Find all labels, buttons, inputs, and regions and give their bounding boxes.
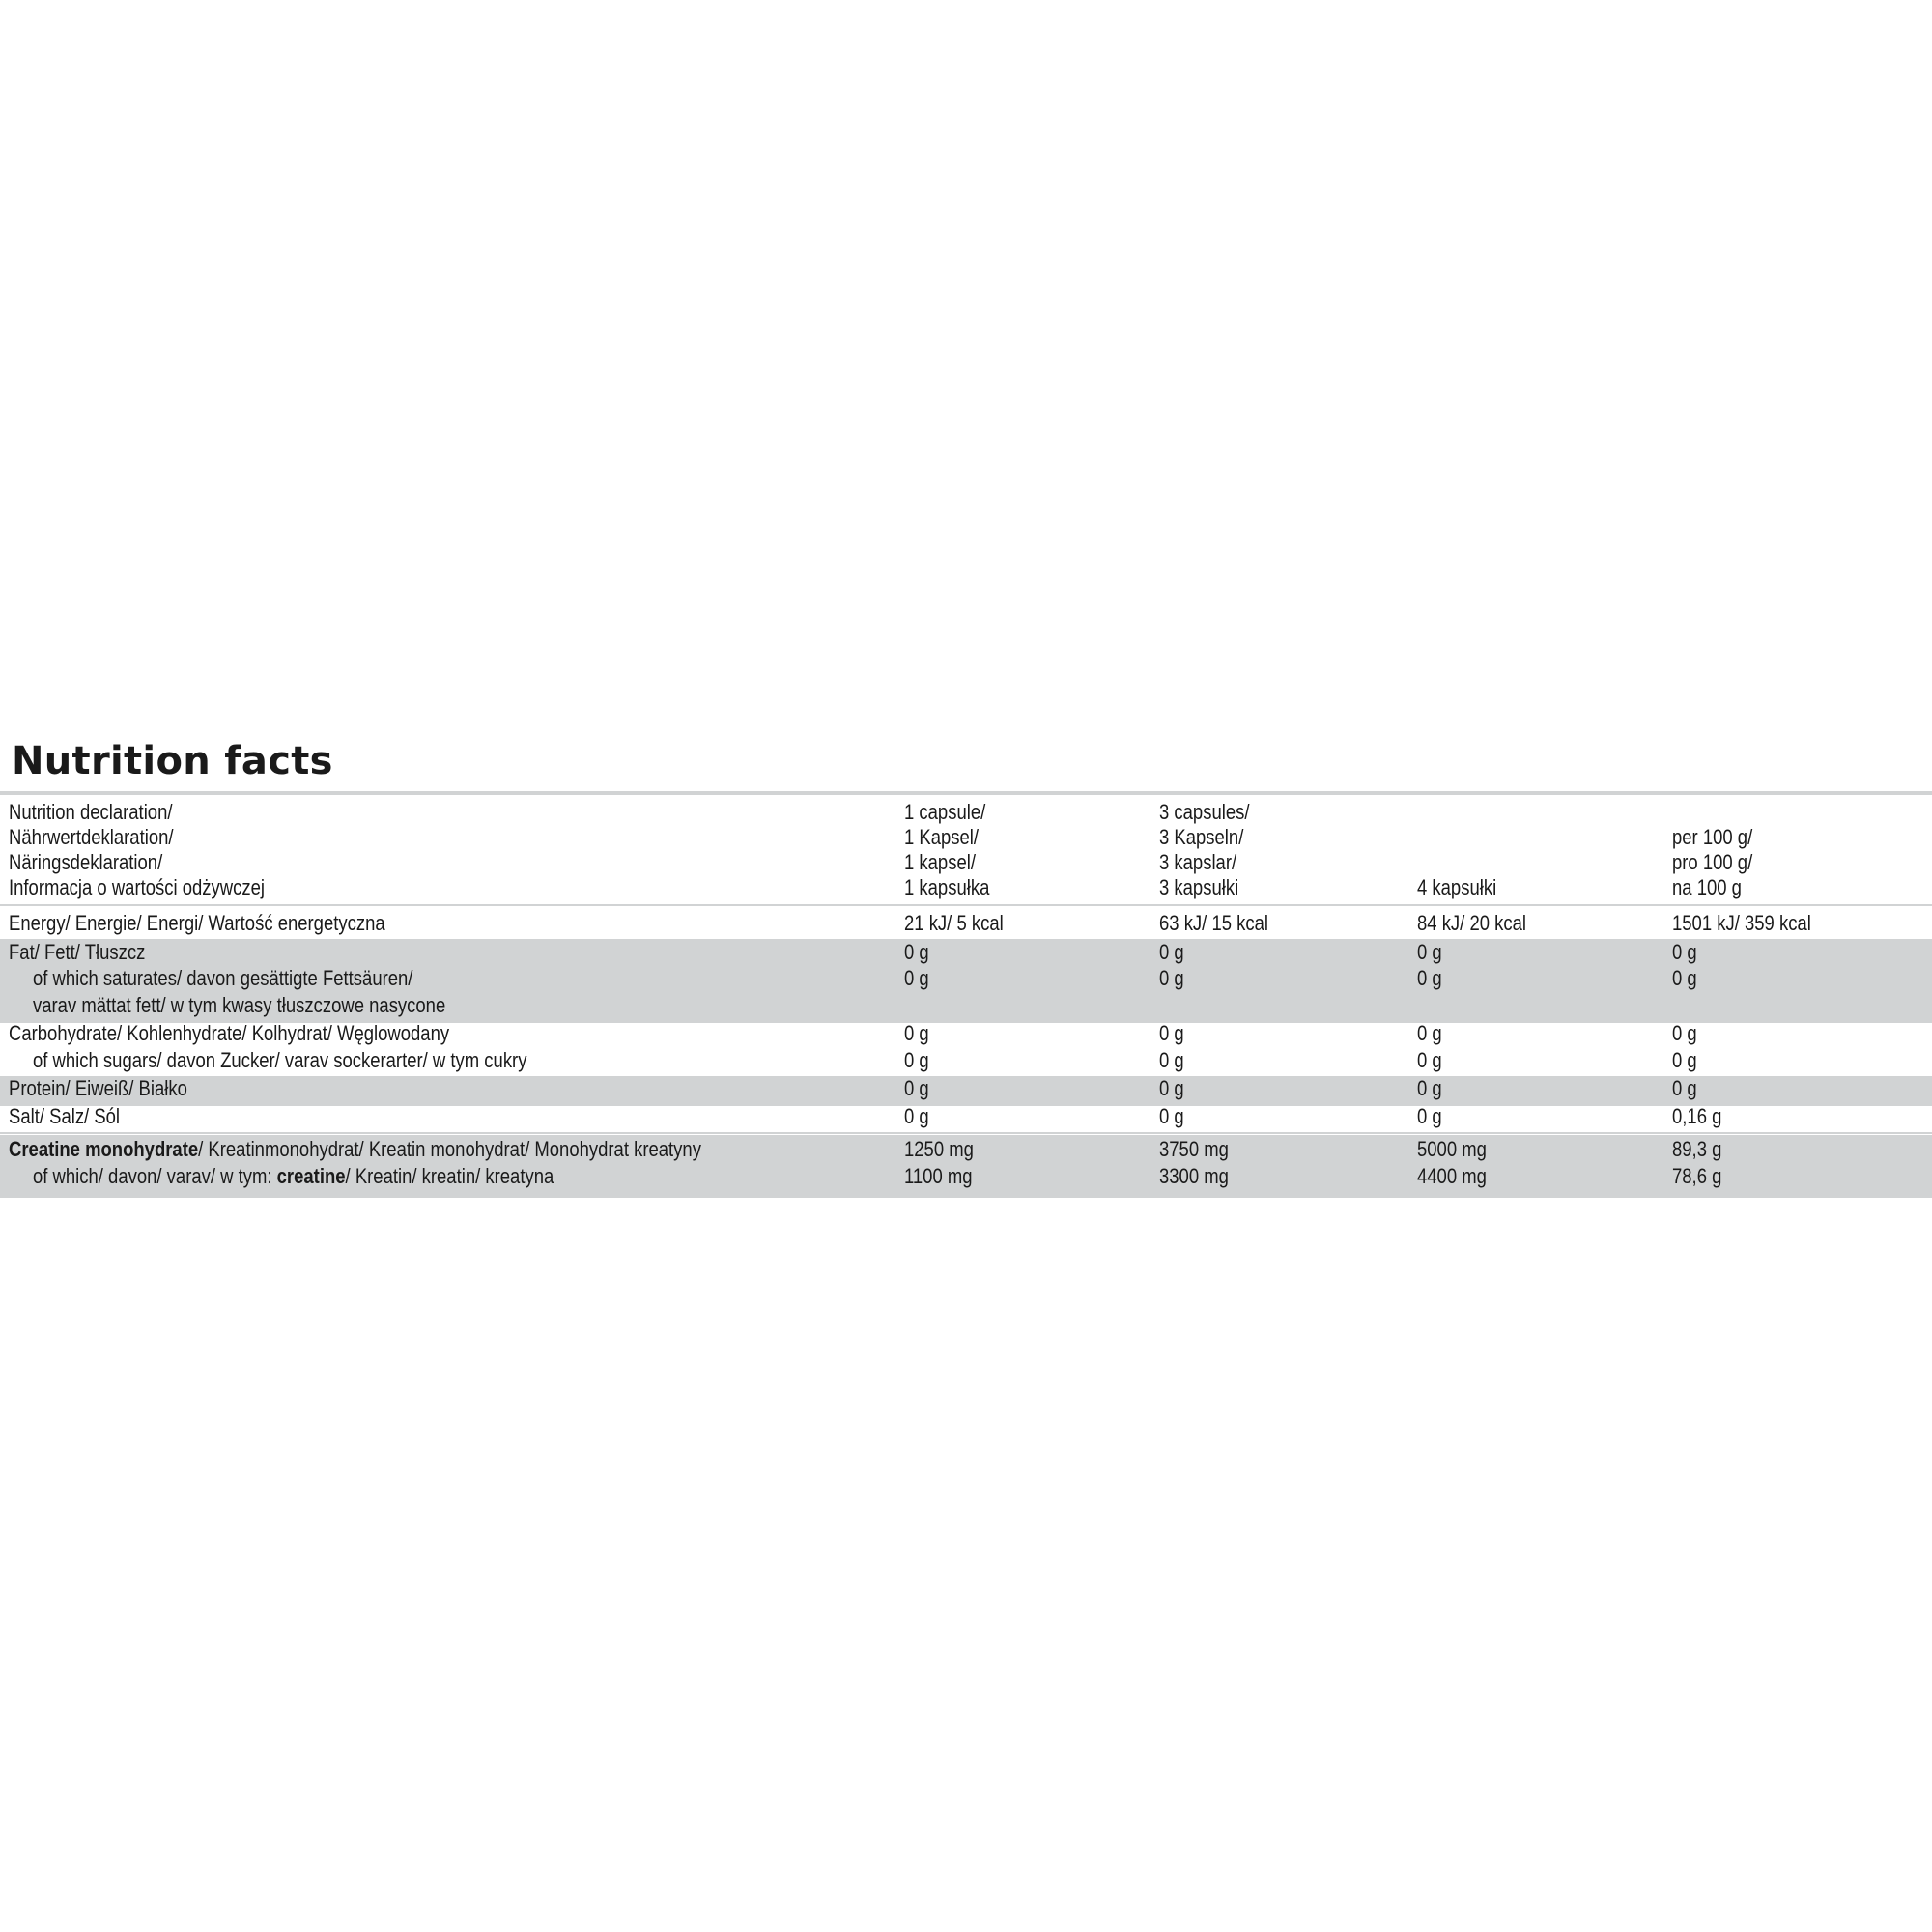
- value-cell: 0 g: [1159, 1048, 1184, 1072]
- row-label: varav mättat fett/ w tym kwasy tłuszczowe nasycone: [33, 993, 446, 1017]
- header-col-1-line: 1 kapsel/: [904, 850, 976, 874]
- protein-band: [0, 1076, 1932, 1106]
- value-cell: 0 g: [1672, 940, 1697, 964]
- row-label: Energy/ Energie/ Energi/ Wartość energetyczna: [9, 911, 385, 935]
- row-label: [33, 1164, 554, 1189]
- value-cell: 0 g: [904, 966, 929, 990]
- value-cell: 4400 mg: [1417, 1164, 1487, 1188]
- row-label-bold: Creatine monohydrate: [9, 1137, 199, 1161]
- value-cell: 0 g: [1417, 1104, 1442, 1128]
- top-rule: [0, 791, 1932, 795]
- header-col-3-line: 4 kapsułki: [1417, 875, 1497, 899]
- row-label-rest: / Kreatin/ kreatin/ kreatyna: [345, 1164, 554, 1188]
- row-label: of which sugars/ davon Zucker/ varav sockerarter/ w tym cukry: [33, 1048, 527, 1072]
- value-cell: 0 g: [1417, 1048, 1442, 1072]
- header-label-line: Nährwertdeklaration/: [9, 825, 174, 849]
- value-cell: 0 g: [1159, 940, 1184, 964]
- value-cell: 1250 mg: [904, 1137, 974, 1161]
- value-cell: 0 g: [1159, 966, 1184, 990]
- row-label-pre: of which/ davon/ varav/ w tym:: [33, 1164, 277, 1188]
- value-cell: 78,6 g: [1672, 1164, 1722, 1188]
- value-cell: 0 g: [1159, 1021, 1184, 1045]
- header-col-1-line: 1 Kapsel/: [904, 825, 980, 849]
- header-col-1-line: 1 capsule/: [904, 800, 986, 824]
- value-cell: 3300 mg: [1159, 1164, 1229, 1188]
- value-cell: 5000 mg: [1417, 1137, 1487, 1161]
- value-cell: 0 g: [1672, 966, 1697, 990]
- value-cell: 84 kJ/ 20 kcal: [1417, 911, 1526, 935]
- row-label: [9, 1137, 701, 1162]
- value-cell: 0 g: [904, 1104, 929, 1128]
- value-cell: 0 g: [904, 1021, 929, 1045]
- value-cell: 0 g: [1672, 1076, 1697, 1100]
- header-label-line: Nutrition declaration/: [9, 800, 173, 824]
- value-cell: 0,16 g: [1672, 1104, 1722, 1128]
- header-col-2-line: 3 kapslar/: [1159, 850, 1237, 874]
- header-col-2-line: 3 Kapseln/: [1159, 825, 1244, 849]
- header-label-line: Näringsdeklaration/: [9, 850, 163, 874]
- row-label: Fat/ Fett/ Tłuszcz: [9, 940, 146, 964]
- value-cell: 0 g: [904, 940, 929, 964]
- creatine-rule: [0, 1132, 1932, 1134]
- value-cell: 0 g: [1672, 1048, 1697, 1072]
- value-cell: 0 g: [1159, 1104, 1184, 1128]
- value-cell: 0 g: [1417, 1021, 1442, 1045]
- row-label-bold: creatine: [276, 1164, 346, 1188]
- row-label: Salt/ Salz/ Sól: [9, 1104, 121, 1128]
- value-cell: 0 g: [1159, 1076, 1184, 1100]
- bottom-rule: [0, 1194, 1932, 1198]
- row-label: Protein/ Eiweiß/ Białko: [9, 1076, 187, 1100]
- row-label-rest: / Kreatinmonohydrat/ Kreatin monohydrat/ Monohydrat kreatyny: [198, 1137, 701, 1161]
- value-cell: 0 g: [1672, 1021, 1697, 1045]
- value-cell: 0 g: [1417, 966, 1442, 990]
- header-col-2-line: 3 kapsułki: [1159, 875, 1239, 899]
- value-cell: 89,3 g: [1672, 1137, 1722, 1161]
- value-cell: 1100 mg: [904, 1164, 973, 1188]
- header-col-4-line: pro 100 g/: [1672, 850, 1753, 874]
- row-label: Carbohydrate/ Kohlenhydrate/ Kolhydrat/ Węglowodany: [9, 1021, 450, 1045]
- nutrition-facts-panel: [0, 734, 1932, 1198]
- value-cell: 21 kJ/ 5 kcal: [904, 911, 1004, 935]
- value-cell: 0 g: [1417, 1076, 1442, 1100]
- header-col-4-line: na 100 g: [1672, 875, 1742, 899]
- value-cell: 63 kJ/ 15 kcal: [1159, 911, 1268, 935]
- header-label-line: Informacja o wartości odżywczej: [9, 875, 265, 899]
- nutrition-facts-title: Nutrition facts: [12, 739, 333, 783]
- value-cell: 0 g: [904, 1048, 929, 1072]
- value-cell: 3750 mg: [1159, 1137, 1229, 1161]
- value-cell: 1501 kJ/ 359 kcal: [1672, 911, 1811, 935]
- row-label: of which saturates/ davon gesättigte Fettsäuren/: [33, 966, 413, 990]
- header-col-4-line: per 100 g/: [1672, 825, 1753, 849]
- value-cell: 0 g: [1417, 940, 1442, 964]
- header-rule: [0, 904, 1932, 906]
- header-col-1-line: 1 kapsułka: [904, 875, 990, 899]
- header-col-2-line: 3 capsules/: [1159, 800, 1250, 824]
- value-cell: 0 g: [904, 1076, 929, 1100]
